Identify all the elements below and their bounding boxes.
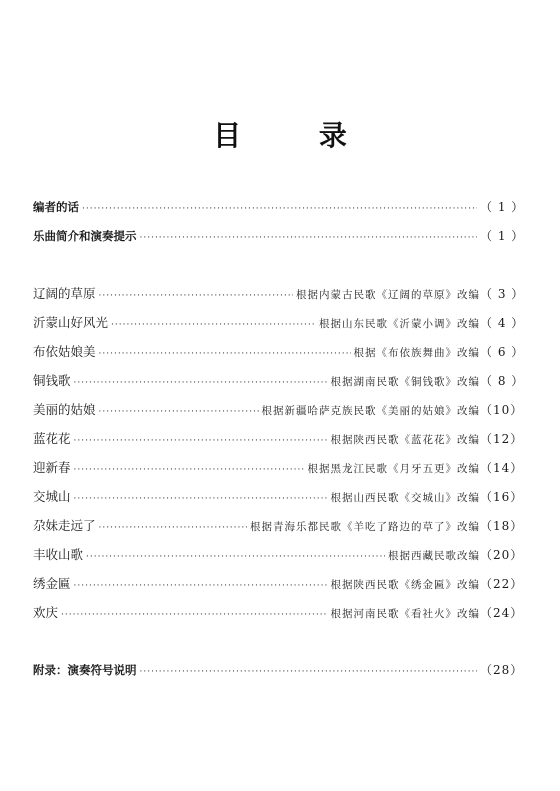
dot-leader	[99, 518, 247, 538]
entry-title: 编者的话	[33, 200, 79, 214]
dot-leader	[74, 489, 328, 509]
entry-source: 根据内蒙古民歌《辽阔的草原》改编	[296, 289, 480, 301]
page-title: 目 录	[213, 119, 381, 152]
toc-entry-song[interactable]	[33, 574, 524, 594]
entry-page: （ 4 ）	[480, 316, 525, 330]
entry-source: 根据黑龙江民歌《月牙五更》改编	[307, 463, 480, 475]
entry-title: 附录：演奏符号说明	[33, 663, 137, 677]
entry-source: 根据河南民歌《看社火》改编	[330, 608, 480, 620]
entry-page: （ 8 ）	[480, 374, 525, 388]
entry-title: 乐曲简介和演奏提示	[33, 229, 137, 243]
toc-entry-song[interactable]	[33, 313, 525, 333]
entry-title: 美丽的姑娘	[33, 402, 96, 417]
entry-source: 根据山西民歌《交城山》改编	[330, 492, 480, 504]
dot-leader	[140, 228, 478, 248]
entry-title: 欢庆	[33, 605, 59, 620]
entry-page: （24）	[480, 606, 524, 620]
entry-page: （22）	[480, 577, 524, 591]
entry-title: 蓝花花	[33, 431, 71, 446]
entry-title: 交城山	[33, 489, 71, 504]
entry-source: 根据西藏民歌改编	[388, 550, 480, 562]
toc-entry-song[interactable]	[33, 284, 525, 304]
entry-page: （20）	[480, 548, 524, 562]
dot-leader	[99, 344, 351, 364]
toc-entry-notes[interactable]	[33, 226, 525, 246]
entry-source: 根据青海乐都民歌《羊吃了路边的草了》改编	[250, 521, 480, 533]
entry-title: 尕妹走远了	[33, 518, 96, 533]
entry-page: （ 1 ）	[480, 229, 525, 243]
entry-title: 绣金匾	[33, 576, 71, 591]
toc-entry-song[interactable]	[33, 545, 524, 565]
entry-source: 根据湖南民歌《铜钱歌》改编	[330, 376, 480, 388]
toc-entry-song[interactable]	[33, 400, 524, 420]
entry-source: 根据山东民歌《沂蒙小调》改编	[319, 318, 480, 330]
dot-leader	[74, 373, 328, 393]
entry-source: 根据《布依族舞曲》改编	[353, 347, 480, 359]
entry-title: 沂蒙山好风光	[33, 315, 109, 330]
dot-leader	[111, 315, 316, 335]
entry-title: 丰收山歌	[33, 547, 84, 562]
toc-entry-song[interactable]	[33, 458, 524, 478]
entry-page: （10）	[480, 403, 524, 417]
toc-entry-song[interactable]	[33, 516, 524, 536]
entry-source: 根据新疆哈萨克族民歌《美丽的姑娘》改编	[261, 405, 480, 417]
entry-title: 布依姑娘美	[33, 344, 96, 359]
entry-page: （ 6 ）	[480, 345, 525, 359]
entry-source: 根据陕西民歌《蓝花花》改编	[330, 434, 480, 446]
toc-entry-song[interactable]	[33, 603, 524, 623]
entry-title: 辽阔的草原	[33, 286, 96, 301]
dot-leader	[74, 460, 305, 480]
dot-leader	[74, 431, 328, 451]
entry-title: 迎新春	[33, 460, 71, 475]
toc-entry-song[interactable]	[33, 342, 525, 362]
dot-leader	[99, 402, 259, 422]
entry-title: 铜钱歌	[33, 373, 71, 388]
entry-page: （12）	[480, 432, 524, 446]
dot-leader	[99, 286, 293, 306]
dot-leader	[61, 605, 327, 625]
entry-page: （14）	[480, 461, 524, 475]
dot-leader	[74, 576, 328, 596]
dot-leader	[82, 199, 477, 219]
toc-entry-appendix[interactable]	[33, 660, 524, 680]
toc-entry-preface[interactable]	[33, 197, 525, 217]
toc-entry-song[interactable]	[33, 371, 525, 391]
entry-page: （ 3 ）	[480, 287, 525, 301]
entry-page: （16）	[480, 490, 524, 504]
entry-page: （ 1 ）	[480, 200, 525, 214]
dot-leader	[140, 662, 478, 682]
entry-source: 根据陕西民歌《绣金匾》改编	[330, 579, 480, 591]
entry-page: （28）	[480, 663, 524, 677]
dot-leader	[86, 547, 385, 567]
toc-entry-song[interactable]	[33, 487, 524, 507]
entry-page: （18）	[480, 519, 524, 533]
toc-entry-song[interactable]	[33, 429, 524, 449]
